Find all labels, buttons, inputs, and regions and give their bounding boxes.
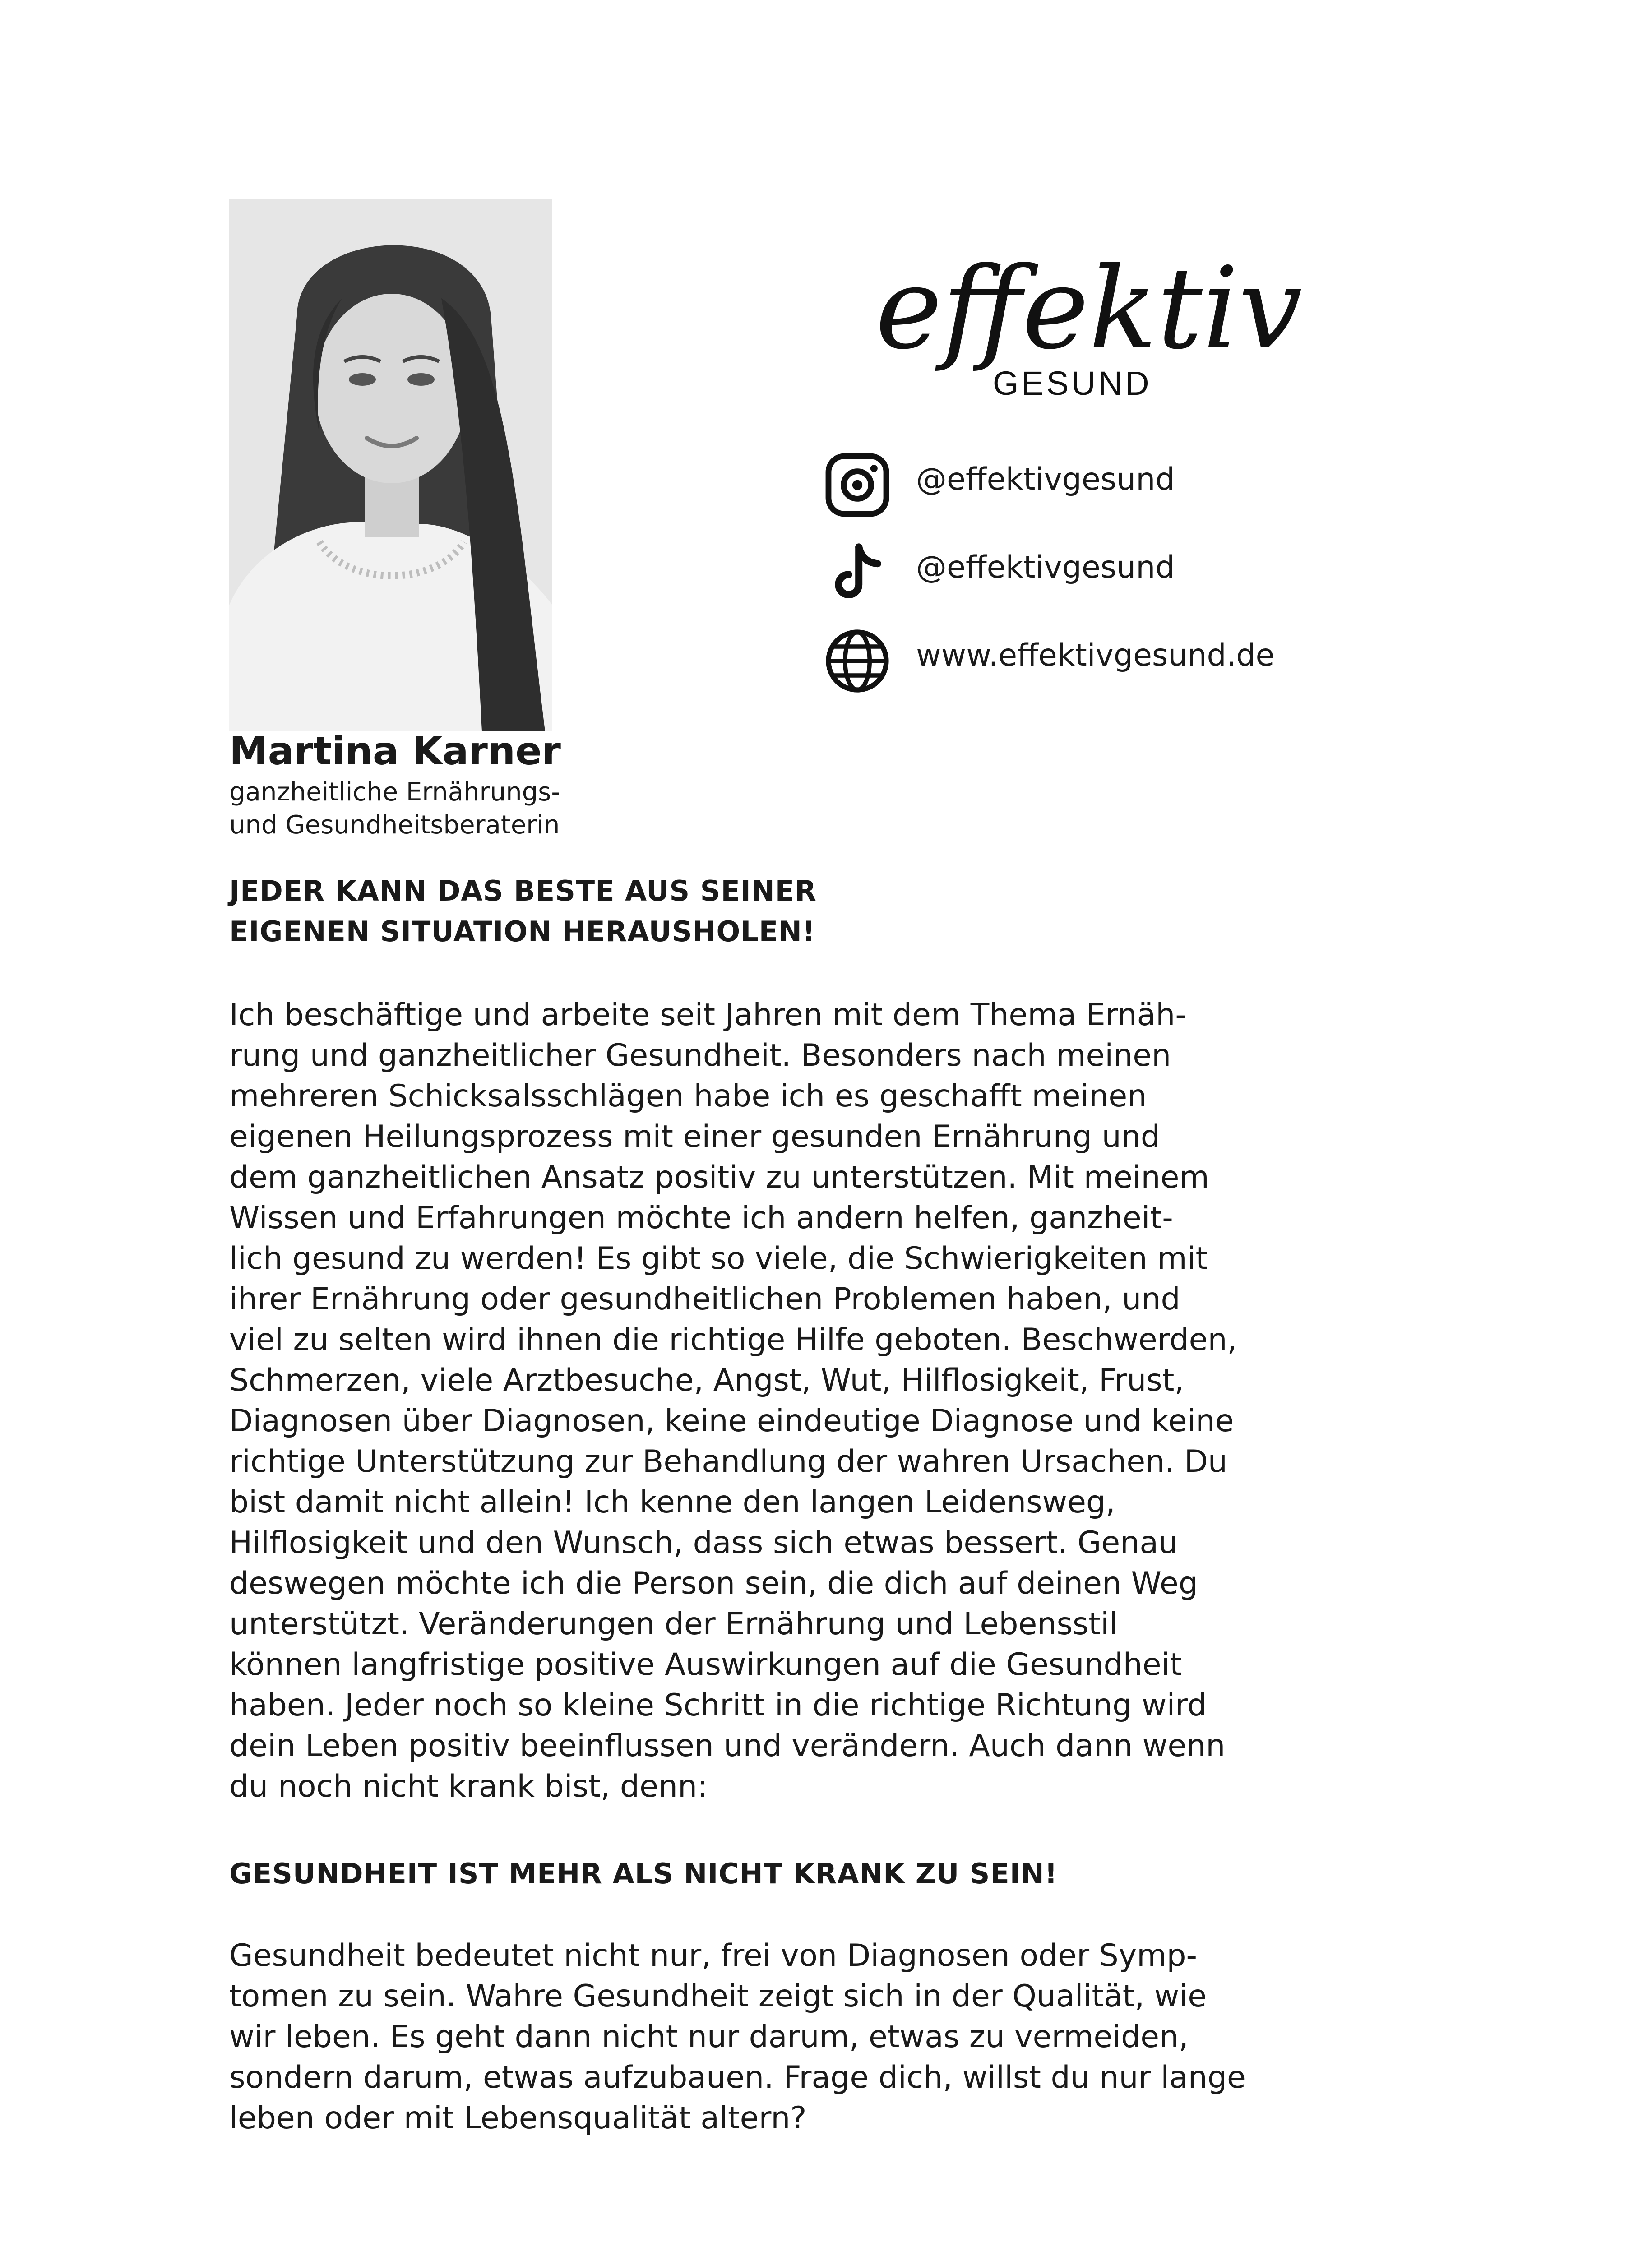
- role-line: und Gesundheitsberaterin: [229, 810, 560, 840]
- portrait-illustration: [229, 199, 552, 731]
- instagram-handle: @effektivgesund: [916, 462, 1175, 497]
- paragraph-line: richtige Unterstützung zur Behandlung der wahren Ursachen. Du: [229, 1444, 1227, 1479]
- paragraph-line: können langfristige positive Auswirkungen auf die Gesundheit: [229, 1647, 1182, 1683]
- social-tiktok[interactable]: [821, 537, 1543, 614]
- role-line: ganzheitliche Ernährungs-: [229, 777, 560, 807]
- person-name: Martina Karner: [229, 729, 561, 774]
- heading-line: JEDER KANN DAS BESTE AUS SEINER: [229, 874, 817, 907]
- paragraph-line: sondern darum, etwas aufzubauen. Frage dich, willst du nur lange: [229, 2060, 1246, 2095]
- paragraph-line: bist damit nicht allein! Ich kenne den langen Leidensweg,: [229, 1484, 1115, 1520]
- paragraph-1: [229, 995, 1411, 1807]
- paragraph-line: leben oder mit Lebensqualität altern?: [229, 2100, 807, 2136]
- paragraph-line: Ich beschäftige und arbeite seit Jahren mit dem Thema Ernäh-: [229, 997, 1186, 1033]
- paragraph-line: haben. Jeder noch so kleine Schritt in die richtige Richtung wird: [229, 1687, 1207, 1723]
- paragraph-line: rung und ganzheitlicher Gesundheit. Besonders nach meinen: [229, 1038, 1171, 1073]
- paragraph-line: wir leben. Es geht dann nicht nur darum, etwas zu vermeiden,: [229, 2019, 1189, 2055]
- paragraph-line: dem ganzheitlichen Ansatz positiv zu unterstützen. Mit meinem: [229, 1160, 1209, 1195]
- tiktok-icon: [821, 537, 893, 609]
- paragraph-line: lich gesund zu werden! Es gibt so viele, die Schwierigkeiten mit: [229, 1241, 1208, 1276]
- social-website[interactable]: [821, 625, 1543, 702]
- social-instagram[interactable]: [821, 449, 1543, 526]
- section-heading-1: [229, 871, 1402, 952]
- paragraph-line: unterstützt. Veränderungen der Ernährung und Lebensstil: [229, 1606, 1118, 1642]
- paragraph-line: tomen zu sein. Wahre Gesundheit zeigt sich in der Qualität, wie: [229, 1979, 1207, 2014]
- tiktok-handle: @effektivgesund: [916, 550, 1175, 585]
- paragraph-line: mehreren Schicksalsschlägen habe ich es geschafft meinen: [229, 1078, 1147, 1114]
- website-url: www.effektivgesund.de: [916, 638, 1275, 673]
- paragraph-line: deswegen möchte ich die Person sein, die dich auf deinen Weg: [229, 1566, 1198, 1601]
- paragraph-2: [229, 1936, 1411, 2139]
- paragraph-line: dein Leben positiv beeinflussen und verändern. Auch dann wenn: [229, 1728, 1226, 1764]
- globe-icon: [821, 625, 893, 697]
- logo-sub-text: GESUND: [993, 365, 1152, 402]
- paragraph-line: viel zu selten wird ihnen die richtige Hilfe geboten. Beschwerden,: [229, 1322, 1237, 1358]
- instagram-icon: [821, 449, 893, 521]
- paragraph-line: du noch nicht krank bist, denn:: [229, 1769, 708, 1804]
- person-role: [229, 776, 861, 842]
- paragraph-line: Wissen und Erfahrungen möchte ich andern helfen, ganzheit-: [229, 1200, 1173, 1236]
- paragraph-line: Hilflosigkeit und den Wunsch, dass sich etwas bessert. Genau: [229, 1525, 1178, 1561]
- section-heading-2: GESUNDHEIT IST MEHR ALS NICHT KRANK ZU SEIN!: [229, 1857, 1058, 1890]
- effektiv-gesund-logo: [871, 243, 1303, 406]
- portrait-photo: [229, 199, 552, 731]
- paragraph-line: Schmerzen, viele Arztbesuche, Angst, Wut, Hilflosigkeit, Frust,: [229, 1363, 1185, 1398]
- heading-line: EIGENEN SITUATION HERAUSHOLEN!: [229, 915, 816, 948]
- paragraph-line: Gesundheit bedeutet nicht nur, frei von Diagnosen oder Symp-: [229, 1938, 1198, 1974]
- paragraph-line: Diagnosen über Diagnosen, keine eindeutige Diagnose und keine: [229, 1403, 1234, 1439]
- paragraph-line: ihrer Ernährung oder gesundheitlichen Problemen haben, und: [229, 1281, 1180, 1317]
- logo-script-text: effektiv: [875, 243, 1303, 374]
- paragraph-line: eigenen Heilungsprozess mit einer gesunden Ernährung und: [229, 1119, 1161, 1155]
